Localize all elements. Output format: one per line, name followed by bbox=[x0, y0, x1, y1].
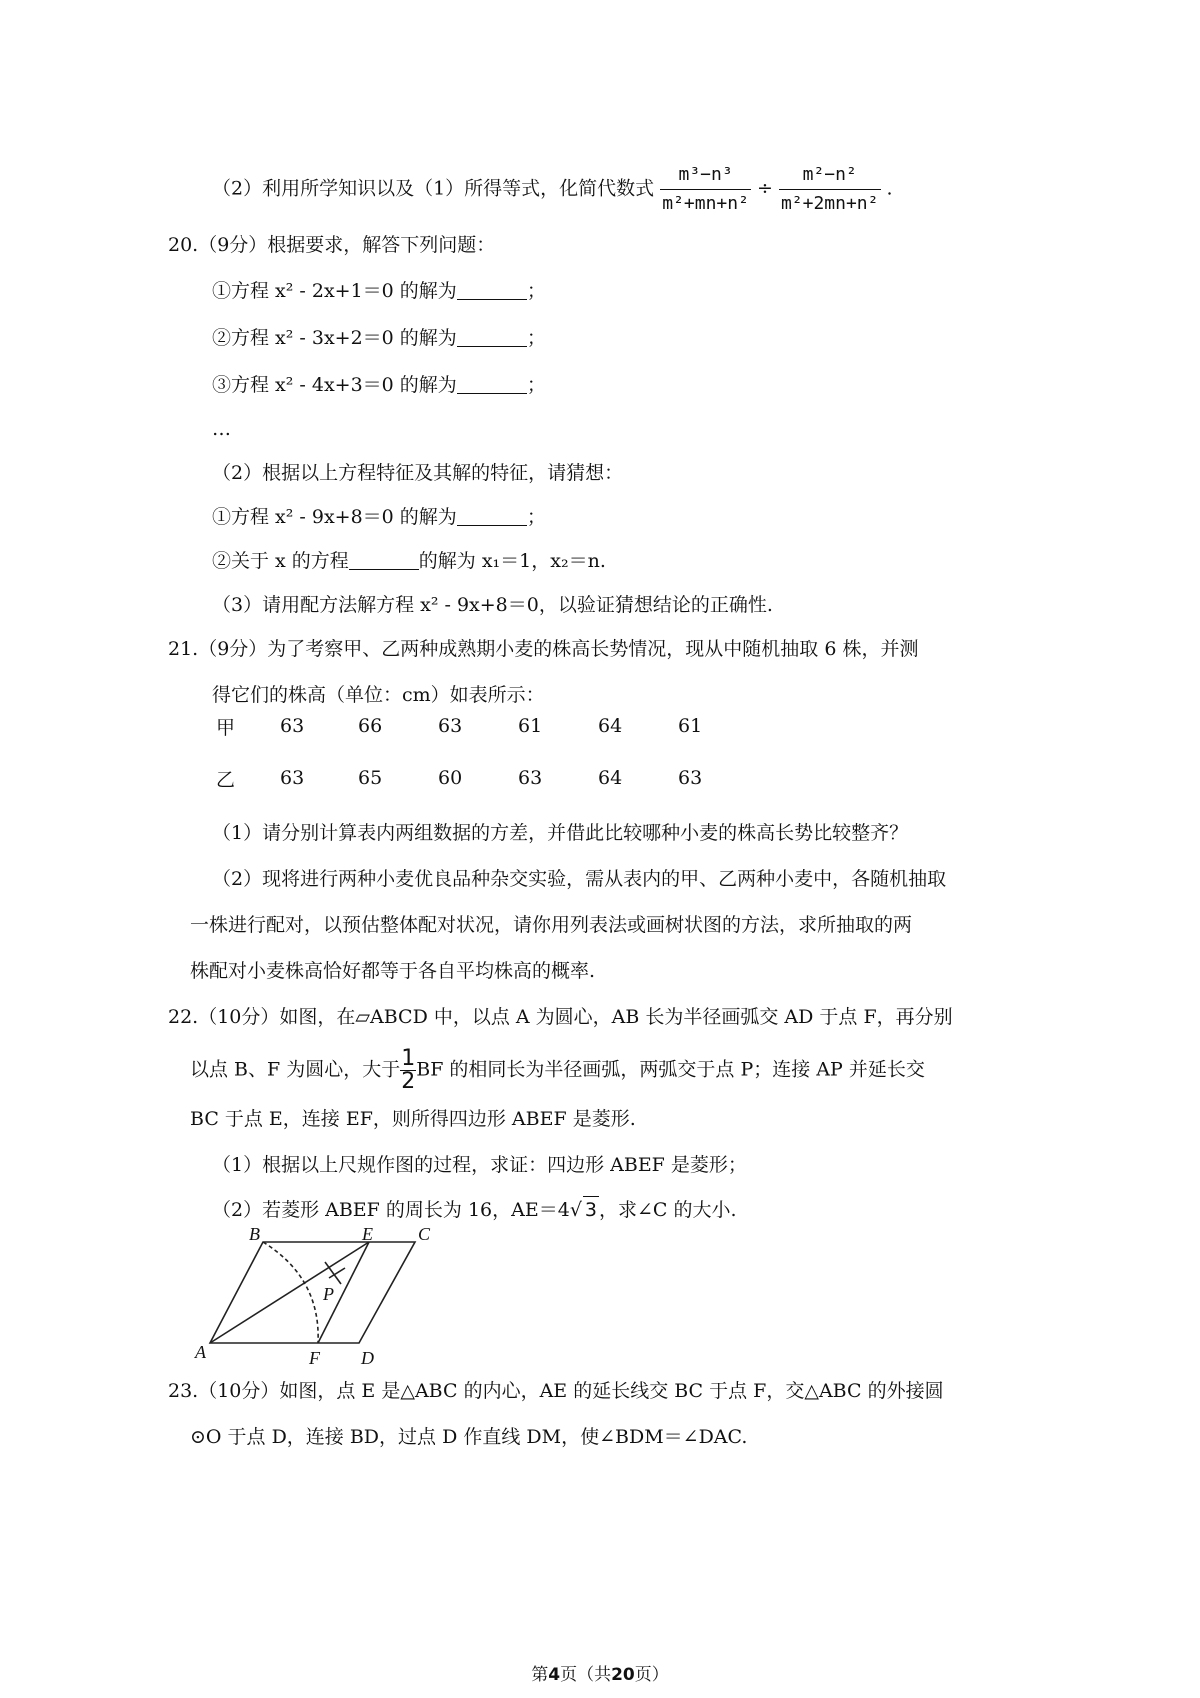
semicolon: ； bbox=[526, 327, 546, 349]
table-cell: 63 bbox=[678, 767, 703, 789]
label-b: B bbox=[249, 1224, 260, 1244]
q21-p1: （1）请分别计算表内两组数据的方差，并借此比较哪种小麦的株高长势比较整齐？ bbox=[212, 822, 909, 844]
equation-text: ①方程 x² - 9x+8＝0 的解为 bbox=[212, 506, 457, 528]
one-half-fraction bbox=[400, 1048, 416, 1093]
page-number: 4 bbox=[548, 1665, 561, 1685]
footer-prefix: 第 bbox=[531, 1665, 549, 1685]
sqrt-sign: √ bbox=[569, 1199, 582, 1221]
answer-blank bbox=[457, 507, 527, 526]
answer-blank bbox=[457, 328, 527, 347]
label-c: C bbox=[418, 1224, 431, 1244]
table-cell: 61 bbox=[678, 715, 703, 737]
segment-ae bbox=[210, 1242, 369, 1343]
q22-p2 bbox=[212, 1196, 737, 1223]
q20-ellipsis: … bbox=[212, 418, 231, 440]
q20-p1-l1 bbox=[212, 278, 546, 304]
table-cell: 65 bbox=[358, 767, 383, 789]
label-a: A bbox=[195, 1342, 206, 1362]
q22-l3: BC 于点 E，连接 EF，则所得四边形 ABEF 是菱形. bbox=[190, 1108, 636, 1130]
q20-p1-l2 bbox=[212, 325, 546, 351]
parallelogram-figure bbox=[195, 1224, 495, 1368]
q22-p1: （1）根据以上尺规作图的过程，求证：四边形 ABEF 是菱形； bbox=[212, 1154, 747, 1176]
parallelogram-abcd bbox=[210, 1242, 415, 1343]
q19-part2 bbox=[212, 162, 893, 217]
fraction-2-numerator: m²−n² bbox=[779, 162, 881, 190]
row-label: 乙 bbox=[216, 768, 236, 791]
label-e: E bbox=[362, 1224, 373, 1244]
equation-text-suffix: 的解为 x₁＝1，x₂＝n. bbox=[418, 550, 606, 572]
q22-l1: 22.（10分）如图，在▱ABCD 中，以点 A 为圆心，AB 长为半径画弧交 AD 于点 F，再分别 bbox=[168, 1006, 953, 1028]
answer-blank bbox=[457, 375, 527, 394]
footer-suffix: 页） bbox=[634, 1665, 669, 1685]
q22-p2-prefix: （2）若菱形 ABEF 的周长为 16，AE＝4 bbox=[212, 1199, 570, 1221]
fraction-1-numerator: m³−n³ bbox=[660, 162, 751, 190]
table-cell: 61 bbox=[518, 715, 543, 737]
semicolon: ； bbox=[526, 506, 546, 528]
q22-l2 bbox=[190, 1048, 925, 1093]
period: . bbox=[886, 177, 893, 200]
division-sign: ÷ bbox=[756, 177, 773, 200]
total-pages: 20 bbox=[611, 1665, 635, 1685]
semicolon: ； bbox=[526, 280, 546, 302]
answer-blank bbox=[457, 281, 527, 300]
label-p: P bbox=[323, 1284, 334, 1304]
equation-text: ③方程 x² - 4x+3＝0 的解为 bbox=[212, 374, 457, 396]
equation-text: ②方程 x² - 3x+2＝0 的解为 bbox=[212, 327, 457, 349]
fraction-2 bbox=[779, 162, 881, 217]
table-cell: 60 bbox=[438, 767, 463, 789]
q22-p2-suffix: ，求∠C 的大小. bbox=[599, 1199, 737, 1221]
q21-p2-l1: （2）现将进行两种小麦优良品种杂交实验，需从表内的甲、乙两种小麦中，各随机抽取 bbox=[212, 868, 947, 890]
q20-p3: （3）请用配方法解方程 x² - 9x+8＝0，以验证猜想结论的正确性. bbox=[212, 594, 773, 616]
q21-p2-l3: 株配对小麦株高恰好都等于各自平均株高的概率. bbox=[190, 960, 596, 982]
q22-l2-suffix: BF 的相同长为半径画弧，两弧交于点 P；连接 AP 并延长交 bbox=[416, 1058, 925, 1081]
q20-header: 20.（9分）根据要求，解答下列问题： bbox=[168, 234, 496, 256]
table-row bbox=[216, 752, 738, 804]
half-numerator: 1 bbox=[401, 1046, 416, 1071]
footer-mid: 页（共 bbox=[560, 1665, 612, 1685]
table-cell: 64 bbox=[598, 715, 623, 737]
sqrt-radicand: 3 bbox=[583, 1196, 599, 1223]
q21-header-l2: 得它们的株高（单位：cm）如表所示： bbox=[212, 684, 545, 706]
half-denominator: 2 bbox=[401, 1069, 416, 1094]
q20-p2-l2 bbox=[212, 548, 606, 574]
q20-p2-header: （2）根据以上方程特征及其解的特征，请猜想： bbox=[212, 462, 624, 484]
table-cell: 63 bbox=[280, 715, 305, 737]
page-footer bbox=[0, 1660, 1200, 1685]
q20-p2-l1 bbox=[212, 504, 546, 530]
height-table bbox=[216, 700, 738, 804]
fraction-1-denominator: m²+mn+n² bbox=[662, 193, 749, 214]
answer-blank bbox=[349, 551, 419, 570]
table-cell: 64 bbox=[598, 767, 623, 789]
equation-text: ①方程 x² - 2x+1＝0 的解为 bbox=[212, 280, 457, 302]
q23-l1: 23.（10分）如图，点 E 是△ABC 的内心，AE 的延长线交 BC 于点 F，交△ABC 的外接圆 bbox=[168, 1380, 944, 1402]
table-cell: 63 bbox=[280, 767, 305, 789]
fraction-2-denominator: m²+2mn+n² bbox=[780, 193, 879, 214]
q20-p1-l3 bbox=[212, 372, 546, 398]
table-cell: 63 bbox=[518, 767, 543, 789]
semicolon: ； bbox=[526, 374, 546, 396]
equation-text: ②关于 x 的方程 bbox=[212, 550, 349, 572]
q19-part2-text: （2）利用所学知识以及（1）所得等式，化简代数式 bbox=[212, 177, 655, 200]
table-row bbox=[216, 700, 738, 752]
label-f: F bbox=[309, 1348, 320, 1368]
q21-header-l1: 21.（9分）为了考察甲、乙两种成熟期小麦的株高长势情况，现从中随机抽取 6 株，并测 bbox=[168, 638, 919, 660]
q23-l2: ⊙O 于点 D，连接 BD，过点 D 作直线 DM，使∠BDM＝∠DAC. bbox=[190, 1426, 748, 1448]
fraction-1 bbox=[660, 162, 751, 217]
label-d: D bbox=[361, 1348, 374, 1368]
q21-p2-l2: 一株进行配对，以预估整体配对状况，请你用列表法或画树状图的方法，求所抽取的两 bbox=[190, 914, 913, 936]
table-cell: 66 bbox=[358, 715, 383, 737]
table-cell: 63 bbox=[438, 715, 463, 737]
row-label: 甲 bbox=[216, 716, 236, 739]
q22-l2-prefix: 以点 B、F 为圆心，大于 bbox=[190, 1058, 401, 1081]
